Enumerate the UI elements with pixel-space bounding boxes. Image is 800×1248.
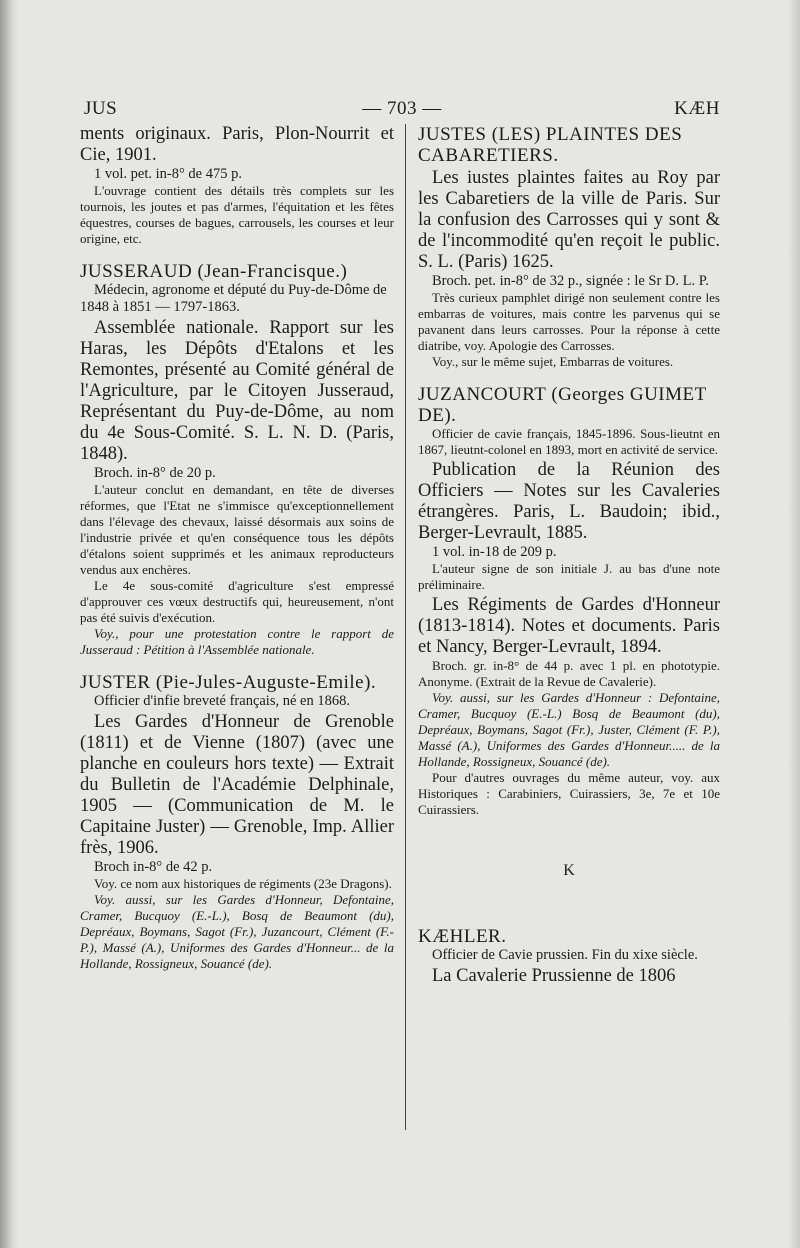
entry-format-juzancourt-1: 1 vol. in-18 de 209 p. [432, 544, 557, 560]
right-column [418, 124, 720, 987]
entry-continuation-format: 1 vol. pet. in-8° de 475 p. [94, 166, 242, 182]
entry-note-jusseraud-2: Le 4e sous-comité d'agriculture s'est empressé d'approuver ces vœux destructifs qui, heureusement, n'ont pas été suivis d'exécution. [80, 578, 394, 625]
entry-name-juster: JUSTER (Pie-Jules-Auguste-Emile). [80, 672, 377, 693]
entry-desc-jusseraud: Médecin, agronome et député du Puy-de-Dôme de 1848 à 1851 — 1797-1863. [80, 282, 387, 315]
entry-note-jusseraud-3: Voy., pour une protestation contre le rapport de Jusseraud : Pétition à l'Assemblée nationale. [80, 626, 394, 657]
entry-format-jusseraud: Broch. in-8° de 20 p. [94, 465, 216, 481]
page-edge-shadow [788, 0, 800, 1248]
entry-title-justes: Les iustes plaintes faites au Roy par les Cabaretiers de la ville de Paris. Sur la confusion des Carrosses qui y sont & de l'incommodité qu'en reçoit le public. S. L. (Paris) 1625. [418, 168, 720, 272]
entry-name-justes: JUSTES (LES) PLAINTES DES CABARETIERS. [418, 124, 683, 166]
entry-name-jusseraud: JUSSERAUD (Jean-Francisque.) [80, 261, 348, 282]
entry-title-kaehler: La Cavalerie Prussienne de 1806 [432, 966, 676, 986]
entry-note-juzancourt-3: Pour d'autres ouvrages du même auteur, voy. aux Historiques : Carabiniers, Cuirassiers, 3e, 7e et 10e Cuirassiers. [418, 770, 720, 817]
entry-title-jusseraud: Assemblée nationale. Rapport sur les Haras, les Dépôts d'Etalons et les Remontes, présenté au Comité général de l'Agriculture, par le Citoyen Jusseraud, Représentant du Puy-de-Dôme, au nom du 4e Sous-Comité. S. L. N. D. (Paris, 1848). [80, 318, 394, 464]
entry-desc-juzancourt: Officier de cavie français, 1845-1896. Sous-lieutnt en 1867, lieutnt-colonel en 1893, mort en activité de service. [418, 426, 720, 457]
entry-note-justes-1: Très curieux pamphlet dirigé non seulement contre les embarras de voitures, mais contre les parvenus qui se pavanent dans leurs carrosses. Pour la réponse à cette diatribe, voy. Apologie des Carrosses. [418, 290, 720, 353]
entry-desc-juster: Officier d'infie breveté français, né en 1868. [94, 693, 350, 709]
entry-format-juster: Broch in-8° de 42 p. [94, 859, 213, 875]
entry-title-juzancourt-2: Les Régiments de Gardes d'Honneur (1813-1814). Notes et documents. Paris et Nancy, Berger-Levrault, 1894. [418, 595, 720, 657]
entry-title-juster: Les Gardes d'Honneur de Grenoble (1811) et de Vienne (1807) (avec une planche en couleurs hors texte) — Extrait du Bulletin de l'Académie Delphinale, 1905 — (Communication de M. le Capitaine Juster) — Grenoble, Imp. Allier frès, 1906. [80, 712, 394, 858]
entry-continuation-note: L'ouvrage contient des détails très complets sur les tournois, les joutes et pas d'armes, l'équitation et les fêtes équestres, courses de bagues, carrousels, les courses et leur origine, etc. [80, 183, 394, 246]
section-letter: K [563, 862, 575, 879]
entry-name-kaehler: KÆHLER. [418, 926, 507, 947]
entry-desc-kaehler: Officier de Cavie prussien. Fin du xixe siècle. [432, 947, 698, 963]
entry-note-juster-2: Voy. aussi, sur les Gardes d'Honneur, Defontaine, Cramer, Bucquoy (E.-L.), Bosq de Beaumont (du), Depréaux, Boymans, Sagot (Fr.), Juzancourt, Clément (F.-P.), Massé (A.), Uniformes des Gardes d'Honneur... de la Hollande, Rossigneux, Souancé (de). [80, 892, 394, 971]
entry-title-juzancourt-1: Publication de la Réunion des Officiers — Notes sur les Cavaleries étrangères. Paris, L. Baudoin; ibid., Berger-Levrault, 1885. [418, 460, 720, 543]
entry-note-juzancourt-1: L'auteur signe de son initiale J. au bas d'une note préliminaire. [418, 561, 720, 592]
entry-format-justes: Broch. pet. in-8° de 32 p., signée : le Sr D. L. P. [432, 273, 709, 289]
left-column [80, 124, 394, 972]
entry-continuation-title: ments originaux. Paris, Plon-Nourrit et Cie, 1901. [80, 124, 394, 165]
entry-note-juster-1: Voy. ce nom aux historiques de régiments (23e Dragons). [94, 876, 392, 891]
entry-note-juzancourt-2: Voy. aussi, sur les Gardes d'Honneur : Defontaine, Cramer, Bucquoy (E.-L.) Bosq de Beaumont (du), Depréaux, Boymans, Sagot (Fr.), Juster, Clément (F. P.), Massé (A.), Uniformes des Gardes d'Honneur..... de la Hollande, Rossigneux, Souancé (de). [418, 690, 720, 769]
entry-note-jusseraud-1: L'auteur conclut en demandant, en tête de diverses réformes, que l'Etat ne s'immisce qu'exceptionnellement dans l'élevage des chevaux, laissé désormais aux soins de l'industrie privée et qu'en conséquence tous les dépôts d'étalons soient supprimés et les animaux reproducteurs vendus aux enchères. [80, 482, 394, 577]
entry-name-juzancourt: JUZANCOURT (Georges GUIMET DE). [418, 384, 707, 426]
entry-format-juzancourt-2: Broch. gr. in-8° de 44 p. avec 1 pl. en phototypie. Anonyme. (Extrait de la Revue de Cavalerie). [418, 658, 720, 689]
page-number: — 703 — [362, 98, 442, 119]
header-left: JUS [84, 98, 118, 119]
page-spine-shadow [0, 0, 18, 1248]
entry-note-justes-2: Voy., sur le même sujet, Embarras de voitures. [432, 354, 674, 369]
header-right: KÆH [674, 98, 720, 119]
running-header [84, 98, 720, 122]
column-divider [405, 124, 406, 1130]
